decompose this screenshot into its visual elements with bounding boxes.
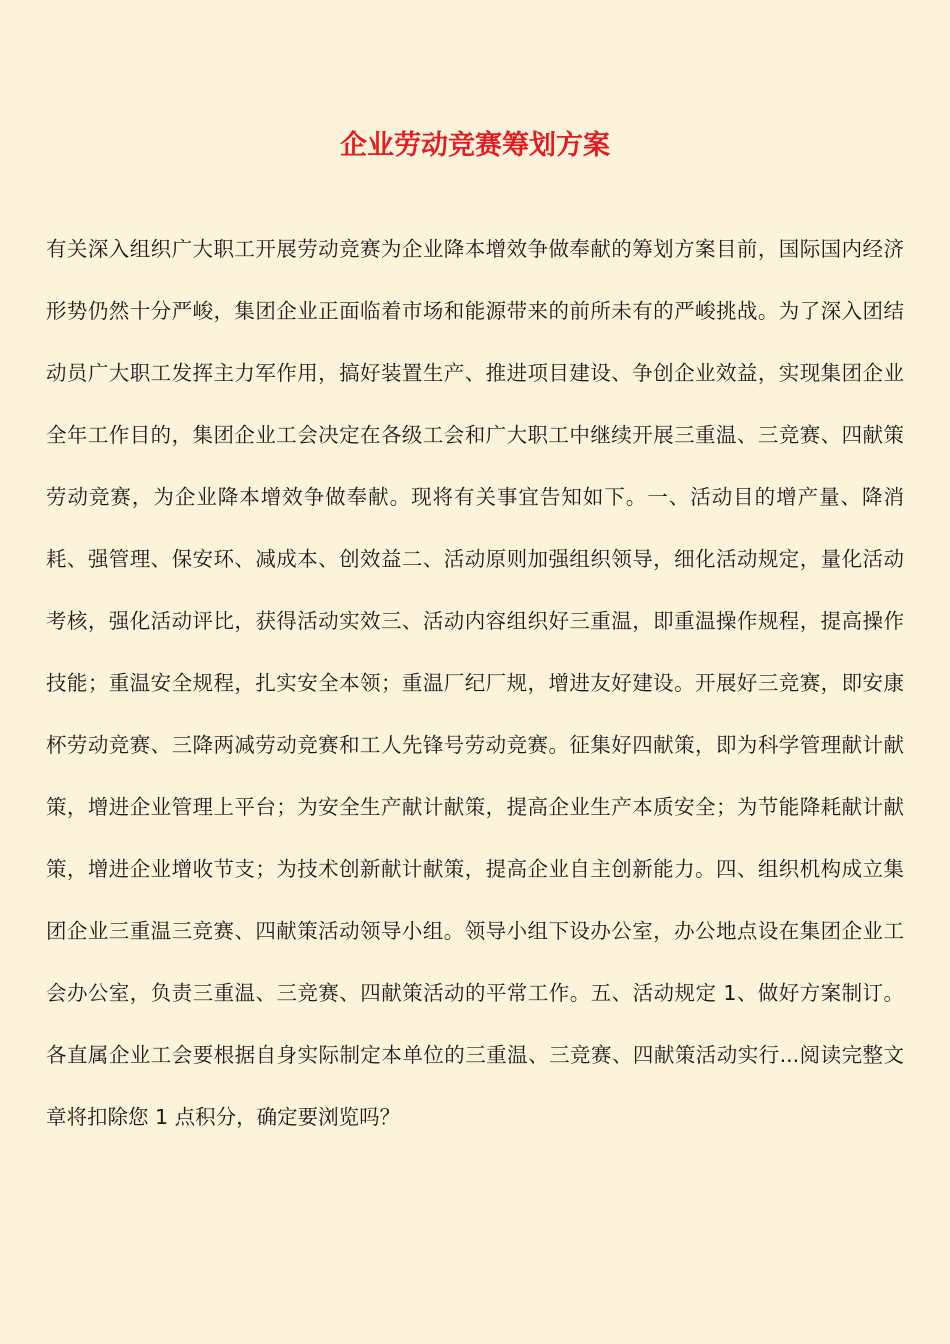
document-body: 有关深入组织广大职工开展劳动竞赛为企业降本增效争做奉献的筹划方案目前，国际国内经济形势仍然十分严峻，集团企业正面临着市场和能源带来的前所未有的严峻挑战。为了深入团结动员广大职工发挥主力军作用，搞好装置生产、推进项目建设、争创企业效益，实现集团企业全年工作目的，集团企业工会决定在各级工会和广大职工中继续开展三重温、三竞赛、四献策劳动竞赛，为企业降本增效争做奉献。现将有关事宜告知如下。一、活动目的增产量、降消耗、强管理、保安环、减成本、创效益二、活动原则加强组织领导，细化活动规定，量化活动考核，强化活动评比，获得活动实效三、活动内容组织好三重温，即重温操作规程，提高操作技能；重温安全规程，扎实安全本领；重温厂纪厂规，增进友好建设。开展好三竞赛，即安康杯劳动竞赛、三降两减劳动竞赛和工人先锋号劳动竞赛。征集好四献策，即为科学管理献计献策，增进企业管理上平台；为安全生产献计献策，提高企业生产本质安全；为节能降耗献计献策，增进企业增收节支；为技术创新献计献策，提高企业自主创新能力。四、组织机构成立集团企业三重温三竞赛、四献策活动领导小组。领导小组下设办公室，办公地点设在集团企业工会办公室，负责三重温、三竞赛、四献策活动的平常工作。五、活动规定 1、做好方案制订。各直属企业工会要根据自身实际制定本单位的三重温、三竞赛、四献策活动实行...阅读完整文章将扣除您 1 点积分，确定要浏览吗？ — [46, 237, 904, 1129]
document-title: 企业劳动竞赛筹划方案 — [340, 130, 610, 161]
